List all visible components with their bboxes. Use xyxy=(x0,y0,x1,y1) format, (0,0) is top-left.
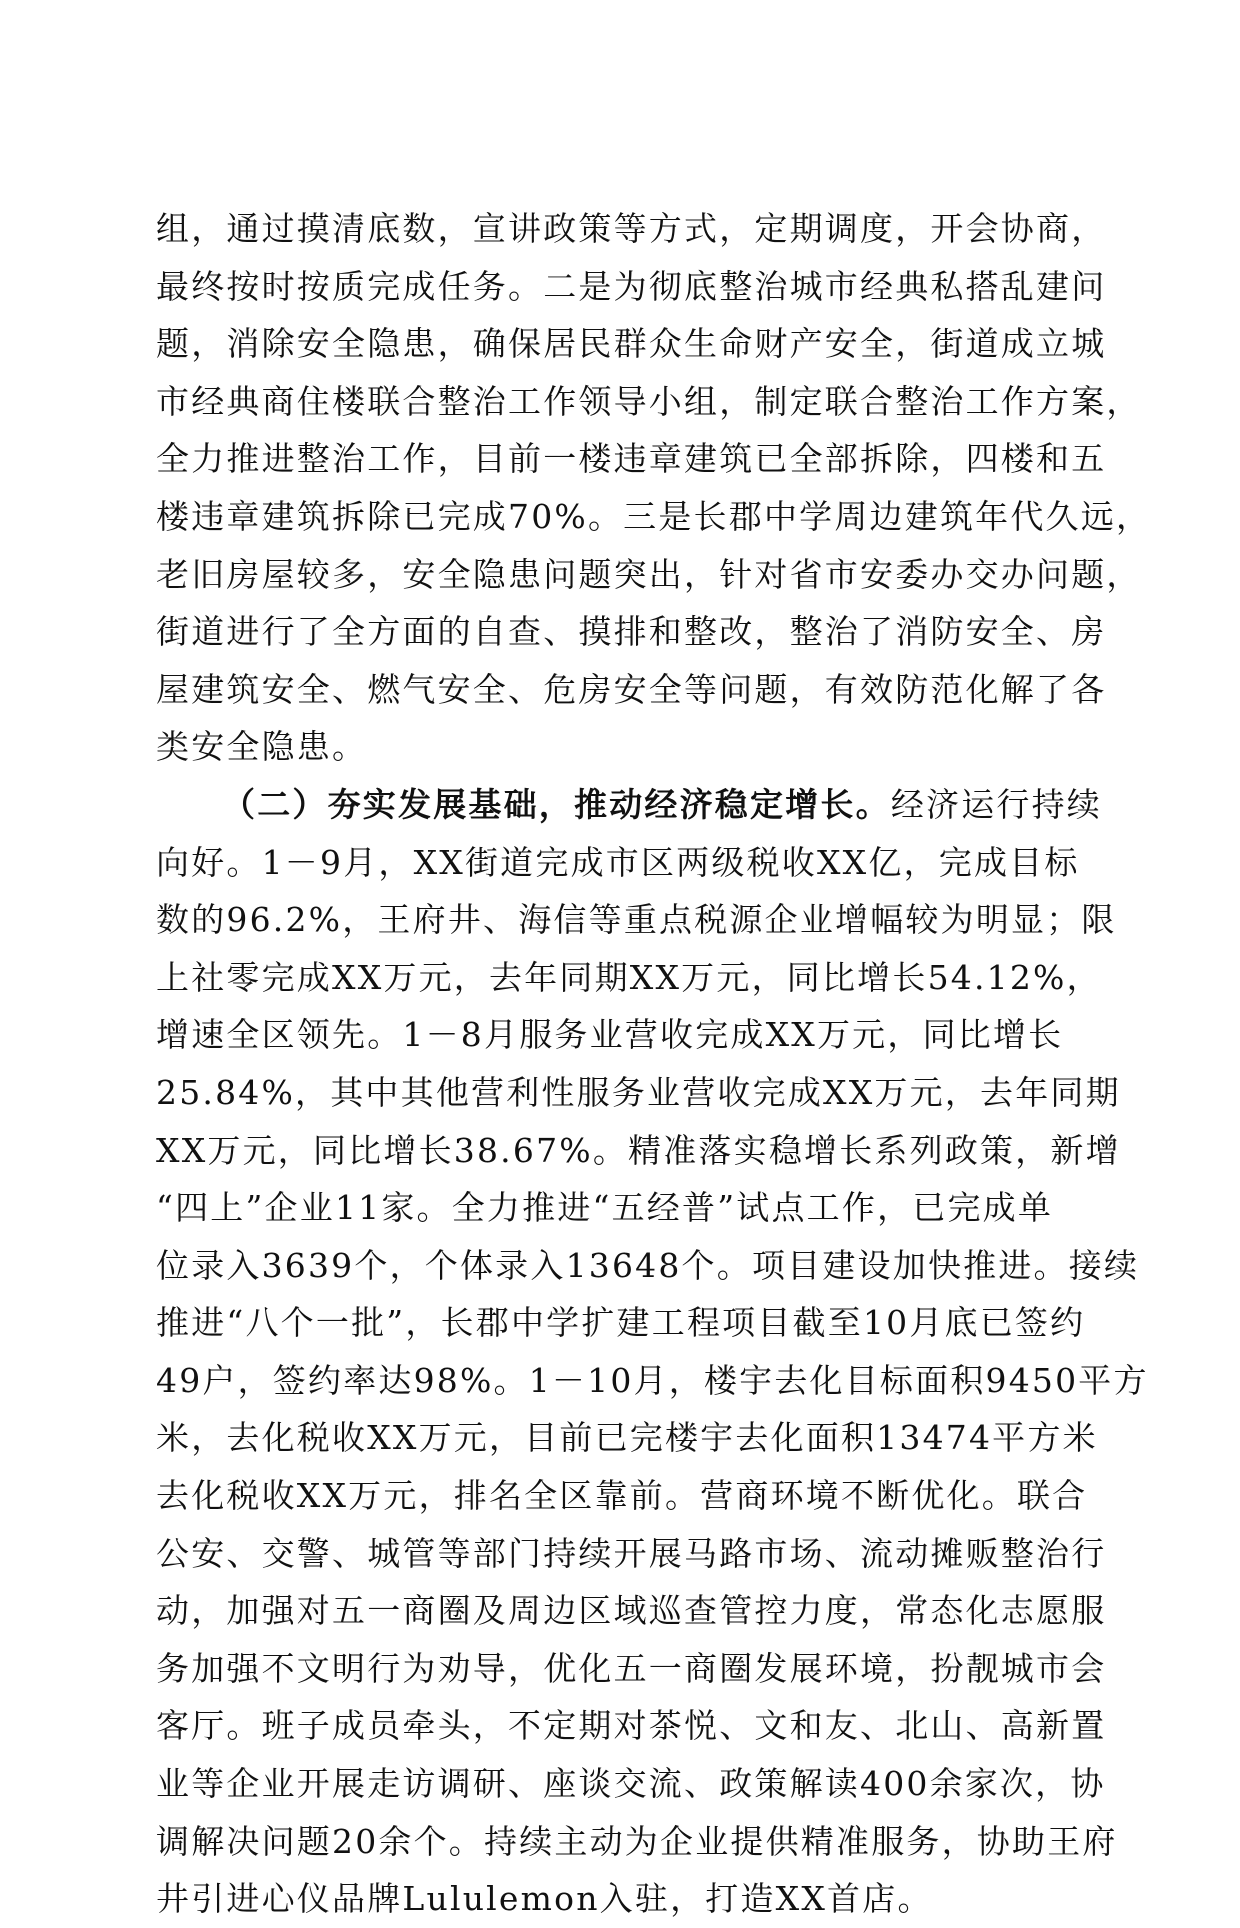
paragraph-first-line xyxy=(156,776,1103,834)
paragraph-line: 老旧房屋较多，安全隐患问题突出，针对省市安委办交办问题， xyxy=(156,554,1142,594)
paragraph-line: 向好。1－9月，XX街道完成市区两级税收XX亿，完成目标 xyxy=(156,842,1080,882)
section-heading: （二）夯实发展基础，推动经济稳定增长。 xyxy=(222,784,891,824)
paragraph-line: 楼违章建筑拆除已完成70%。三是长郡中学周边建筑年代久远， xyxy=(156,496,1152,536)
paragraph-line: 务加强不文明行为劝导，优化五一商圈发展环境，扮靓城市会 xyxy=(156,1648,1107,1688)
paragraph-line: 组，通过摸清底数，宣讲政策等方式，定期调度，开会协商， xyxy=(156,209,1107,248)
paragraph-line: 市经典商住楼联合整治工作领导小组，制定联合整治工作方案， xyxy=(156,381,1142,421)
paragraph-line: 客厅。班子成员牵头，不定期对茶悦、文和友、北山、高新置 xyxy=(156,1706,1107,1746)
paragraph-line: 题，消除安全隐患，确保居民群众生命财产安全，街道成立城 xyxy=(156,324,1107,364)
paragraph-line: 位录入3639个，个体录入13648个。项目建设加快推进。接续 xyxy=(156,1245,1140,1285)
paragraph-line: XX万元，同比增长38.67%。精准落实稳增长系列政策，新增 xyxy=(156,1130,1121,1170)
paragraph-line: 类安全隐患。 xyxy=(156,727,368,767)
heading-line-rest: 经济运行持续 xyxy=(890,784,1103,824)
paragraph-line: 米，去化税收XX万元，目前已完楼宇去化面积13474平方米 xyxy=(156,1418,1098,1458)
paragraph-1 xyxy=(156,200,1152,776)
paragraph-line: 最终按时按质完成任务。二是为彻底整治城市经典私搭乱建问 xyxy=(156,266,1107,306)
paragraph-line: 业等企业开展走访调研、座谈交流、政策解读400余家次，协 xyxy=(156,1764,1106,1804)
paragraph-line: 上社零完成XX万元，去年同期XX万元，同比增长54.12%， xyxy=(156,957,1102,997)
paragraph-2 xyxy=(156,776,1149,1928)
paragraph-line: 去化税收XX万元，排名全区靠前。营商环境不断优化。联合 xyxy=(156,1476,1088,1516)
document-body xyxy=(156,200,1152,1928)
paragraph-line: 井引进心仪品牌Lululemon入驻，打造XX首店。 xyxy=(156,1879,933,1919)
paragraph-line: 推进“八个一批”，长郡中学扩建工程项目截至10月底已签约 xyxy=(156,1303,1086,1343)
paragraph-line: 街道进行了全方面的自查、摸排和整改，整治了消防安全、房 xyxy=(156,612,1107,652)
paragraph-line: 25.84%，其中其他营利性服务业营收完成XX万元，去年同期 xyxy=(156,1072,1121,1112)
paragraph-line: 屋建筑安全、燃气安全、危房安全等问题，有效防范化解了各 xyxy=(156,669,1107,709)
paragraph-line: 调解决问题20余个。持续主动为企业提供精准服务，协助王府 xyxy=(156,1821,1118,1861)
paragraph-line: 全力推进整治工作，目前一楼违章建筑已全部拆除，四楼和五 xyxy=(156,439,1107,479)
paragraph-line: 公安、交警、城管等部门持续开展马路市场、流动摊贩整治行 xyxy=(156,1533,1107,1573)
paragraph-line: 动，加强对五一商圈及周边区域巡查管控力度，常态化志愿服 xyxy=(156,1591,1107,1631)
paragraph-line: 49户，签约率达98%。1－10月，楼宇去化目标面积9450平方 xyxy=(156,1360,1149,1400)
paragraph-line: 数的96.2%，王府井、海信等重点税源企业增幅较为明显；限 xyxy=(156,900,1117,940)
paragraph-line: 增速全区领先。1－8月服务业营收完成XX万元，同比增长 xyxy=(156,1015,1064,1055)
paragraph-line: “四上”企业11家。全力推进“五经普”试点工作，已完成单 xyxy=(156,1188,1054,1228)
